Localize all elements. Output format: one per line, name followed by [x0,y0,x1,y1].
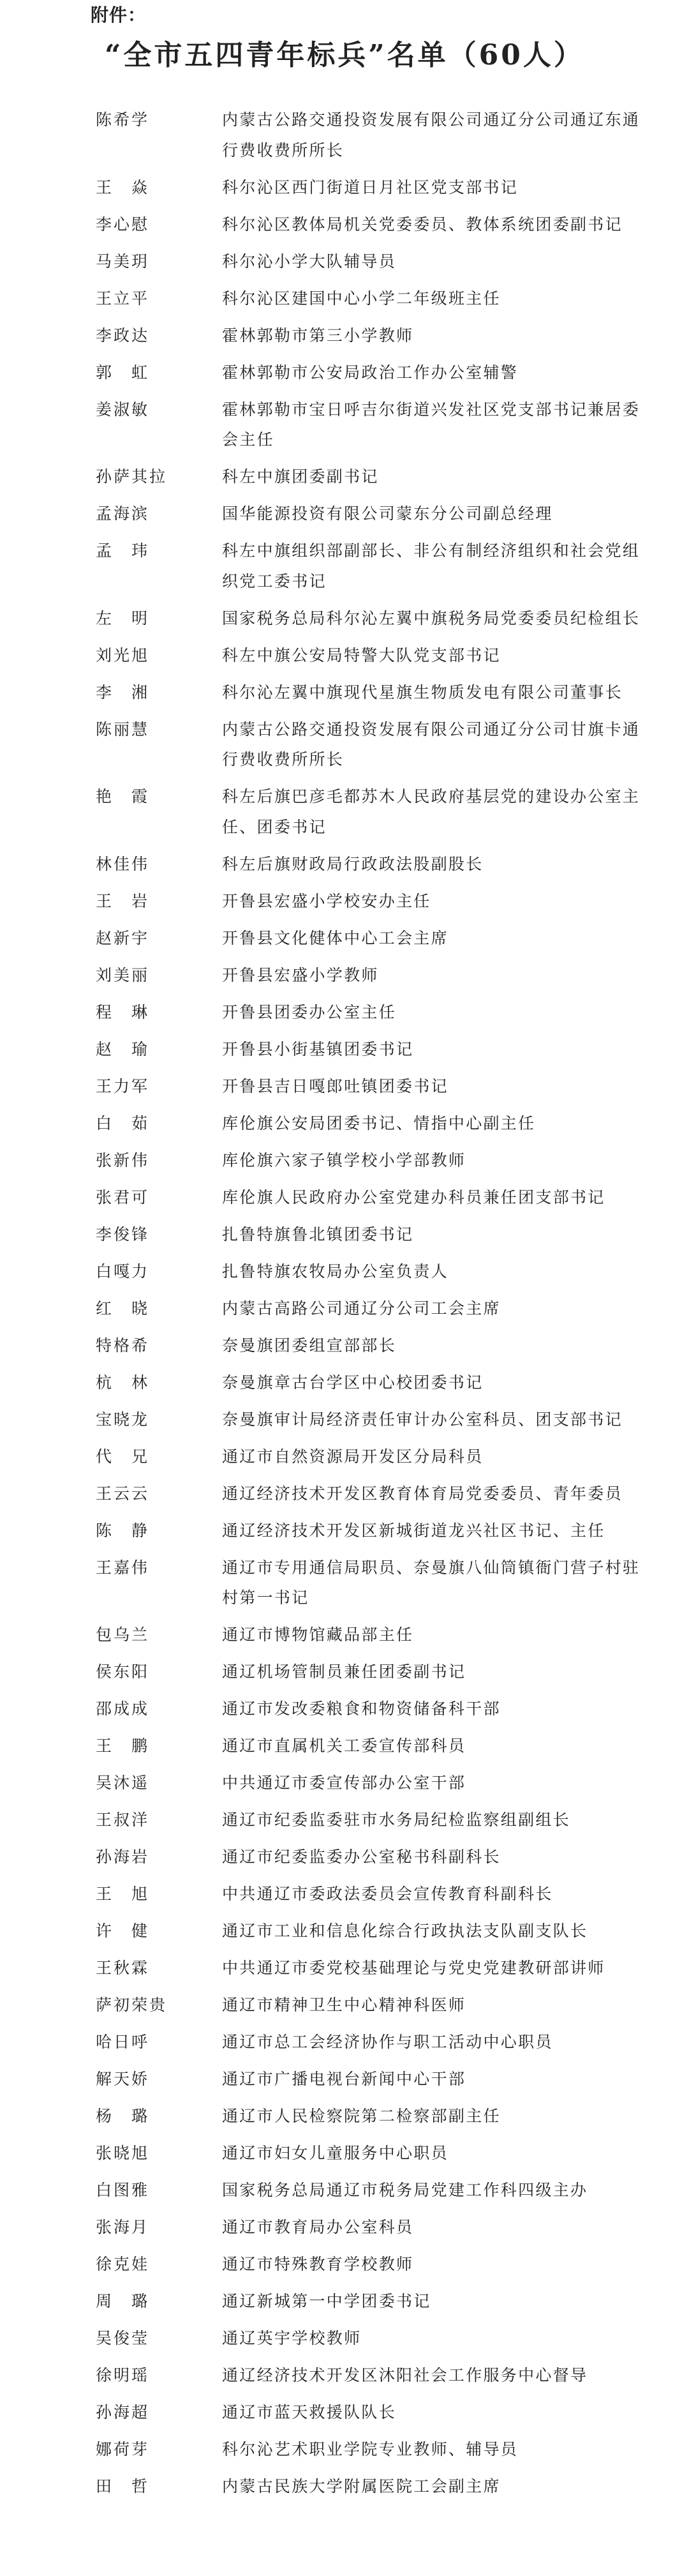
honoree-position: 奈曼旗审计局经济责任审计办公室科员、团支部书记 [222,1410,623,1429]
honoree-position: 通辽市总工会经济协作与职工活动中心职员 [222,2033,553,2051]
honoree-position: 通辽经济技术开发区沐阳社会工作服务中心督导 [222,2366,588,2384]
honoree-name: 张海月 [96,2218,150,2236]
honoree-position: 霍林郭勒市公安局政治工作办公室辅警 [222,363,519,382]
honoree-position: 开鲁县小街基镇团委书记 [222,1039,414,1058]
honoree-position: 通辽市纪委监委办公室秘书科副科长 [222,1848,501,1866]
honoree-name: 王力军 [96,1076,150,1096]
list-item [96,105,657,165]
list-item [96,1694,657,1724]
honoree-position: 通辽市特殊教育学校教师 [222,2255,414,2273]
list-item [96,1330,657,1361]
list-item [96,536,657,596]
honoree-position: 通辽经济技术开发区教育体育局党委委员、青年委员 [222,1484,623,1503]
honoree-name: 杨 璐 [96,2107,150,2125]
honoree-position: 科尔沁区教体局机关党委委员、教体系统团委副书记 [222,215,623,234]
honoree-position: 通辽市直属机关工委宣传部科员 [222,1736,466,1755]
list-item [96,677,657,708]
list-item [96,1182,657,1213]
honoree-position: 内蒙古公路交通投资发展有限公司通辽分公司甘旗卡通行费收费所所长 [222,719,641,769]
honoree-name: 萨初荣贵 [96,1996,168,2014]
honoree-position: 国家税务总局通辽市税务局党建工作科四级主办 [222,2181,588,2199]
honoree-name: 宝晓龙 [96,1410,150,1429]
honoree-name: 郭 虹 [96,363,150,382]
list-item [96,2323,657,2354]
honoree-position: 科尔沁左翼中旗现代星旗生物质发电有限公司董事长 [222,682,623,702]
honoree-position: 开鲁县文化健体中心工会主席 [222,928,448,947]
list-item [96,1442,657,1472]
honoree-position: 科尔沁小学大队辅导员 [222,252,397,271]
honoree-position: 通辽市蓝天救援队队长 [222,2403,397,2422]
list-item [96,1879,657,1909]
honoree-name: 张君可 [96,1187,150,1207]
honoree-position: 科左中旗组织部副部长、非公有制经济组织和社会党组织党工委书记 [222,541,641,591]
honoree-name: 李心慰 [96,215,150,234]
honoree-position: 开鲁县团委办公室主任 [222,1002,397,1021]
list-item [96,603,657,634]
honoree-name: 包乌兰 [96,1625,150,1644]
honoree-name: 红 晓 [96,1299,150,1318]
list-item [96,209,657,240]
honoree-position: 奈曼旗团委组宣部部长 [222,1336,397,1355]
list-item [96,1145,657,1176]
honoree-position: 内蒙古公路交通投资发展有限公司通辽分公司通辽东通行费收费所所长 [222,110,641,160]
honoree-name: 王 岩 [96,891,150,910]
list-item [96,997,657,1028]
list-item [96,1405,657,1435]
honoree-position: 通辽市妇女儿童服务中心职员 [222,2144,448,2162]
list-item [96,2101,657,2132]
honoree-position: 通辽市博物馆藏品部主任 [222,1625,414,1644]
honoree-position: 霍林郭勒市第三小学教师 [222,326,414,345]
honoree-position: 通辽市人民检察院第二检察部副主任 [222,2107,501,2125]
list-item [96,2286,657,2317]
honoree-name: 孙海岩 [96,1848,150,1866]
list-item [96,1990,657,2021]
list-item [96,1768,657,1798]
honoree-position: 中共通辽市委党校基础理论与党史党建教研部讲师 [222,1959,605,1977]
honoree-position: 通辽市广播电视台新闻中心干部 [222,2070,466,2088]
list-item [96,960,657,991]
honoree-position: 开鲁县宏盛小学教师 [222,965,379,984]
list-item [96,1620,657,1650]
honoree-position: 库伦旗公安局团委书记、情指中心副主任 [222,1113,536,1133]
honoree-name: 艳 霞 [96,787,150,806]
list-item [96,1034,657,1065]
honoree-position: 通辽市精神卫生中心精神科医师 [222,1996,466,2014]
honoree-name: 赵 瑜 [96,1039,150,1058]
page-title: “全市五四青年标兵”名单（60人） [105,39,584,72]
honoree-position: 通辽新城第一中学团委书记 [222,2292,431,2310]
honoree-position: 科左中旗公安局特警大队党支部书记 [222,645,501,665]
honoree-position: 霍林郭勒市宝日呼吉尔街道兴发社区党支部书记兼居委会主任 [222,400,641,449]
honoree-name: 王叔洋 [96,1811,150,1829]
list-item [96,1731,657,1761]
honoree-position: 通辽经济技术开发区新城街道龙兴社区书记、主任 [222,1521,605,1540]
honoree-name: 王秋霖 [96,1959,150,1977]
honoree-name: 代 兄 [96,1447,150,1466]
list-item [96,1293,657,1324]
list-item [96,2434,657,2465]
honoree-list [96,105,657,2508]
list-item [96,395,657,455]
list-item [96,1842,657,1872]
list-item [96,499,657,529]
list-item [96,1256,657,1287]
honoree-name: 刘美丽 [96,965,150,984]
honoree-position: 开鲁县吉日嘎郎吐镇团委书记 [222,1076,448,1096]
honoree-position: 科尔沁艺术职业学院专业教师、辅导员 [222,2440,519,2459]
honoree-name: 李俊锋 [96,1224,150,1244]
list-item [96,283,657,314]
honoree-position: 通辽市纪委监委驻市水务局纪检监察组副组长 [222,1811,571,1829]
honoree-name: 张新伟 [96,1150,150,1170]
honoree-position: 通辽市工业和信息化综合行政执法支队副支队长 [222,1922,588,1940]
honoree-name: 王云云 [96,1484,150,1503]
honoree-name: 田 哲 [96,2477,150,2496]
honoree-position: 科尔沁区建国中心小学二年级班主任 [222,289,501,308]
honoree-name: 白图雅 [96,2181,150,2199]
honoree-name: 张晓旭 [96,2144,150,2162]
honoree-name: 赵新宇 [96,928,150,947]
honoree-name: 杭 林 [96,1373,150,1392]
list-item [96,2027,657,2058]
honoree-position: 通辽市发改委粮食和物资储备科干部 [222,1699,501,1718]
attachment-label: 附件： [91,4,147,26]
honoree-position: 中共通辽市委政法委员会宣传教育科副科长 [222,1885,553,1903]
honoree-name: 吴沐遥 [96,1774,150,1792]
list-item [96,849,657,880]
honoree-name: 孟海滨 [96,504,150,523]
list-item [96,2138,657,2169]
honoree-name: 左 明 [96,608,150,628]
honoree-position: 通辽市专用通信局职员、奈曼旗八仙筒镇衙门营子村驻村第一书记 [222,1558,641,1607]
honoree-position: 科左中旗团委副书记 [222,467,379,486]
list-item [96,2397,657,2428]
honoree-position: 内蒙古民族大学附属医院工会副主席 [222,2477,501,2496]
honoree-position: 奈曼旗章古台学区中心校团委书记 [222,1373,484,1392]
honoree-position: 国华能源投资有限公司蒙东分公司副总经理 [222,504,553,523]
honoree-position: 国家税务总局科尔沁左翼中旗税务局党委委员纪检组长 [222,608,641,628]
honoree-name: 孙萨其拉 [96,467,168,486]
honoree-position: 扎鲁特旗鲁北镇团委书记 [222,1224,414,1244]
honoree-name: 王嘉伟 [96,1558,150,1577]
honoree-name: 姜淑敏 [96,400,150,419]
honoree-position: 开鲁县宏盛小学校安办主任 [222,891,431,910]
list-item [96,1516,657,1546]
honoree-position: 中共通辽市委宣传部办公室干部 [222,1774,466,1792]
list-item [96,923,657,954]
honoree-name: 哈日呼 [96,2033,150,2051]
list-item [96,1219,657,1250]
honoree-name: 特格希 [96,1336,150,1355]
honoree-name: 孟 玮 [96,541,150,560]
honoree-name: 林佳伟 [96,854,150,873]
list-item [96,1108,657,1139]
honoree-position: 通辽市自然资源局开发区分局科员 [222,1447,484,1466]
honoree-name: 王 焱 [96,177,150,197]
honoree-name: 陈丽慧 [96,719,150,739]
honoree-name: 王立平 [96,289,150,308]
honoree-position: 通辽机场管制员兼任团委副书记 [222,1662,466,1681]
honoree-name: 解天娇 [96,2070,150,2088]
list-item [96,781,657,842]
list-item [96,358,657,388]
honoree-position: 库伦旗人民政府办公室党建办科员兼任团支部书记 [222,1187,605,1207]
honoree-name: 孙海超 [96,2403,150,2422]
list-item [96,246,657,277]
list-item [96,2212,657,2243]
list-item [96,1479,657,1509]
list-item [96,2249,657,2280]
list-item [96,2064,657,2095]
honoree-position: 内蒙古高路公司通辽分公司工会主席 [222,1299,501,1318]
honoree-name: 王 旭 [96,1885,150,1903]
honoree-name: 白嘎力 [96,1262,150,1281]
honoree-position: 科左后旗巴彦毛都苏木人民政府基层党的建设办公室主任、团委书记 [222,787,641,836]
honoree-name: 徐明瑶 [96,2366,150,2384]
honoree-name: 邵成成 [96,1699,150,1718]
list-item [96,1553,657,1613]
honoree-name: 白 茹 [96,1113,150,1133]
honoree-name: 陈 静 [96,1521,150,1540]
list-item [96,1071,657,1102]
honoree-name: 程 琳 [96,1002,150,1021]
list-item [96,2360,657,2391]
list-item [96,172,657,203]
honoree-name: 许 健 [96,1922,150,1940]
list-item [96,462,657,492]
honoree-name: 陈希学 [96,110,150,129]
honoree-name: 徐克娃 [96,2255,150,2273]
honoree-position: 通辽英宇学校教师 [222,2329,362,2347]
list-item [96,714,657,775]
list-item [96,1367,657,1398]
list-item [96,320,657,351]
honoree-position: 科左后旗财政局行政政法股副股长 [222,854,484,873]
honoree-name: 侯东阳 [96,1662,150,1681]
honoree-name: 李政达 [96,326,150,345]
list-item [96,1953,657,1984]
honoree-position: 科尔沁区西门街道日月社区党支部书记 [222,177,519,197]
honoree-position: 扎鲁特旗农牧局办公室负责人 [222,1262,448,1281]
list-item [96,1657,657,1687]
honoree-name: 刘光旭 [96,645,150,665]
list-item [96,640,657,671]
honoree-name: 周 璐 [96,2292,150,2310]
list-item [96,1916,657,1947]
list-item [96,1805,657,1835]
honoree-name: 娜荷芽 [96,2440,150,2459]
honoree-name: 王 鹏 [96,1736,150,1755]
list-item [96,2175,657,2206]
honoree-name: 李 湘 [96,682,150,702]
honoree-name: 马美玥 [96,252,150,271]
honoree-position: 通辽市教育局办公室科员 [222,2218,414,2236]
honoree-name: 吴俊莹 [96,2329,150,2347]
honoree-position: 库伦旗六家子镇学校小学部教师 [222,1150,466,1170]
list-item [96,886,657,917]
list-item [96,2471,657,2502]
